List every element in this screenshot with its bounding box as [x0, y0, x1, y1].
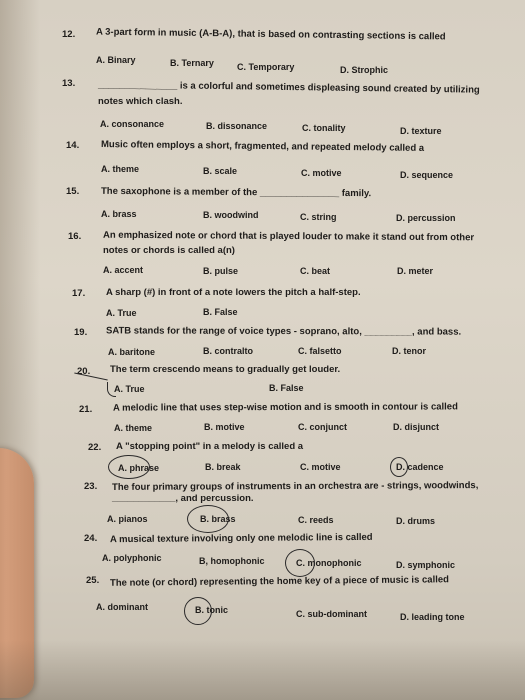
question-stem-24: A musical texture involving only one melodic line is called [109, 531, 373, 546]
option-22-b: B. break [205, 462, 241, 472]
option-16-a: A. accent [103, 265, 144, 275]
question-stem-23: The four primary groups of instruments in an orchestra are - strings, woodwinds, [111, 480, 479, 493]
option-16-b: B. pulse [203, 266, 239, 276]
option-15-c: C. string [300, 212, 337, 222]
option-14-a: A. theme [101, 164, 140, 174]
question-stem-20: The term crescendo means to gradually get louder. [110, 364, 341, 375]
option-25-d: D. leading tone [400, 612, 465, 622]
option-14-c: C. motive [301, 168, 342, 178]
option-15-d: D. percussion [396, 213, 456, 223]
question-number-21: 21. [79, 404, 93, 415]
option-21-c: C. conjunct [298, 422, 347, 432]
option-19-c: C. falsetto [298, 346, 342, 356]
question-stem-23-line2: ____________, and percussion. [112, 493, 254, 504]
answer-circle-22a [108, 455, 150, 479]
option-22-c: C. motive [300, 462, 341, 472]
question-stem-21: A melodic line that uses step-wise motion and is smooth in contour is called [112, 401, 458, 414]
option-24-a: A. polyphonic [102, 553, 162, 563]
question-stem-12: A 3-part form in music (A-B-A), that is based on contrasting sections is called [95, 26, 446, 43]
option-24-d: D. symphonic [396, 560, 456, 570]
option-12-a: A. Binary [96, 55, 136, 65]
option-17-b: B. False [203, 307, 238, 317]
option-12-d: D. Strophic [340, 65, 389, 75]
question-stem-25: The note (or chord) representing the home key of a piece of music is called [109, 574, 449, 589]
option-16-c: C. beat [300, 266, 331, 276]
question-stem-16: An emphasized note or chord that is played louder to make it stand out from other [102, 229, 475, 244]
option-23-d: D. drums [396, 516, 436, 526]
option-21-d: D. disjunct [393, 422, 440, 432]
question-number-19: 19. [74, 327, 88, 338]
answer-circle-23 [187, 505, 229, 533]
option-22-a: A. phrase [118, 463, 160, 473]
option-13-a: A. consonance [100, 119, 165, 129]
option-21-a: A. theme [114, 423, 153, 433]
option-24-b: B, homophonic [199, 556, 265, 566]
question-stem-17: A sharp (#) in front of a note lowers the pitch a half-step. [106, 287, 361, 298]
question-stem-22: A "stopping point" in a melody is called a [116, 441, 304, 452]
answer-mark-20 [107, 382, 116, 397]
question-stem-16-line2: notes or chords is called a(n) [103, 245, 235, 256]
question-number-14: 14. [66, 140, 80, 151]
option-19-a: A. baritone [108, 347, 156, 357]
option-22-d: D. cadence [396, 462, 444, 472]
option-21-b: B. motive [204, 422, 245, 432]
question-stem-13-line2: notes which clash. [98, 96, 183, 107]
question-number-15: 15. [66, 186, 80, 197]
question-number-24: 24. [84, 533, 98, 544]
question-number-13: 13. [62, 78, 76, 89]
option-15-b: B. woodwind [203, 210, 259, 220]
option-13-c: C. tonality [302, 123, 346, 133]
option-14-d: D. sequence [400, 170, 454, 180]
bottom-shadow [0, 640, 525, 700]
question-stem-15: The saxophone is a member of the _______________ family. [100, 185, 372, 200]
question-stem-14: Music often employs a short, fragmented, and repeated melody called a [100, 139, 425, 154]
option-15-a: A. brass [101, 209, 137, 219]
option-14-b: B. scale [203, 166, 238, 176]
option-23-c: C. reeds [298, 515, 334, 525]
option-13-b: B. dissonance [206, 121, 268, 131]
answer-circle-25 [184, 597, 212, 625]
option-20-b: B. False [269, 383, 304, 393]
question-stem-19: SATB stands for the range of voice types - soprano, alto, _________, and bass. [105, 325, 462, 338]
option-25-c: C. sub-dominant [296, 609, 367, 619]
option-13-d: D. texture [400, 126, 442, 136]
option-24-c: C. monophonic [296, 558, 362, 568]
question-number-22: 22. [88, 442, 102, 453]
answer-circle-24 [285, 549, 315, 577]
option-20-a: A. True [114, 384, 145, 394]
option-23-a: A. pianos [107, 514, 148, 524]
option-12-b: B. Ternary [170, 58, 214, 68]
option-17-a: A. True [106, 308, 137, 318]
question-number-12: 12. [62, 29, 76, 40]
option-25-b: B. tonic [195, 605, 228, 615]
answer-circle-22d [390, 457, 408, 477]
question-number-23: 23. [84, 481, 98, 492]
question-number-20: 20. [77, 366, 91, 377]
option-19-d: D. tenor [392, 346, 427, 356]
option-12-c: C. Temporary [237, 62, 295, 72]
option-23-b: B. brass [200, 514, 236, 524]
question-number-25: 25. [86, 575, 100, 586]
question-stem-13: _______________ is a colorful and sometimes displeasing sound created by utilizing [97, 79, 480, 96]
question-number-17: 17. [72, 288, 86, 299]
option-19-b: B. contralto [203, 346, 254, 356]
option-16-d: D. meter [397, 266, 434, 276]
option-25-a: A. dominant [96, 602, 148, 612]
question-number-16: 16. [68, 231, 82, 242]
